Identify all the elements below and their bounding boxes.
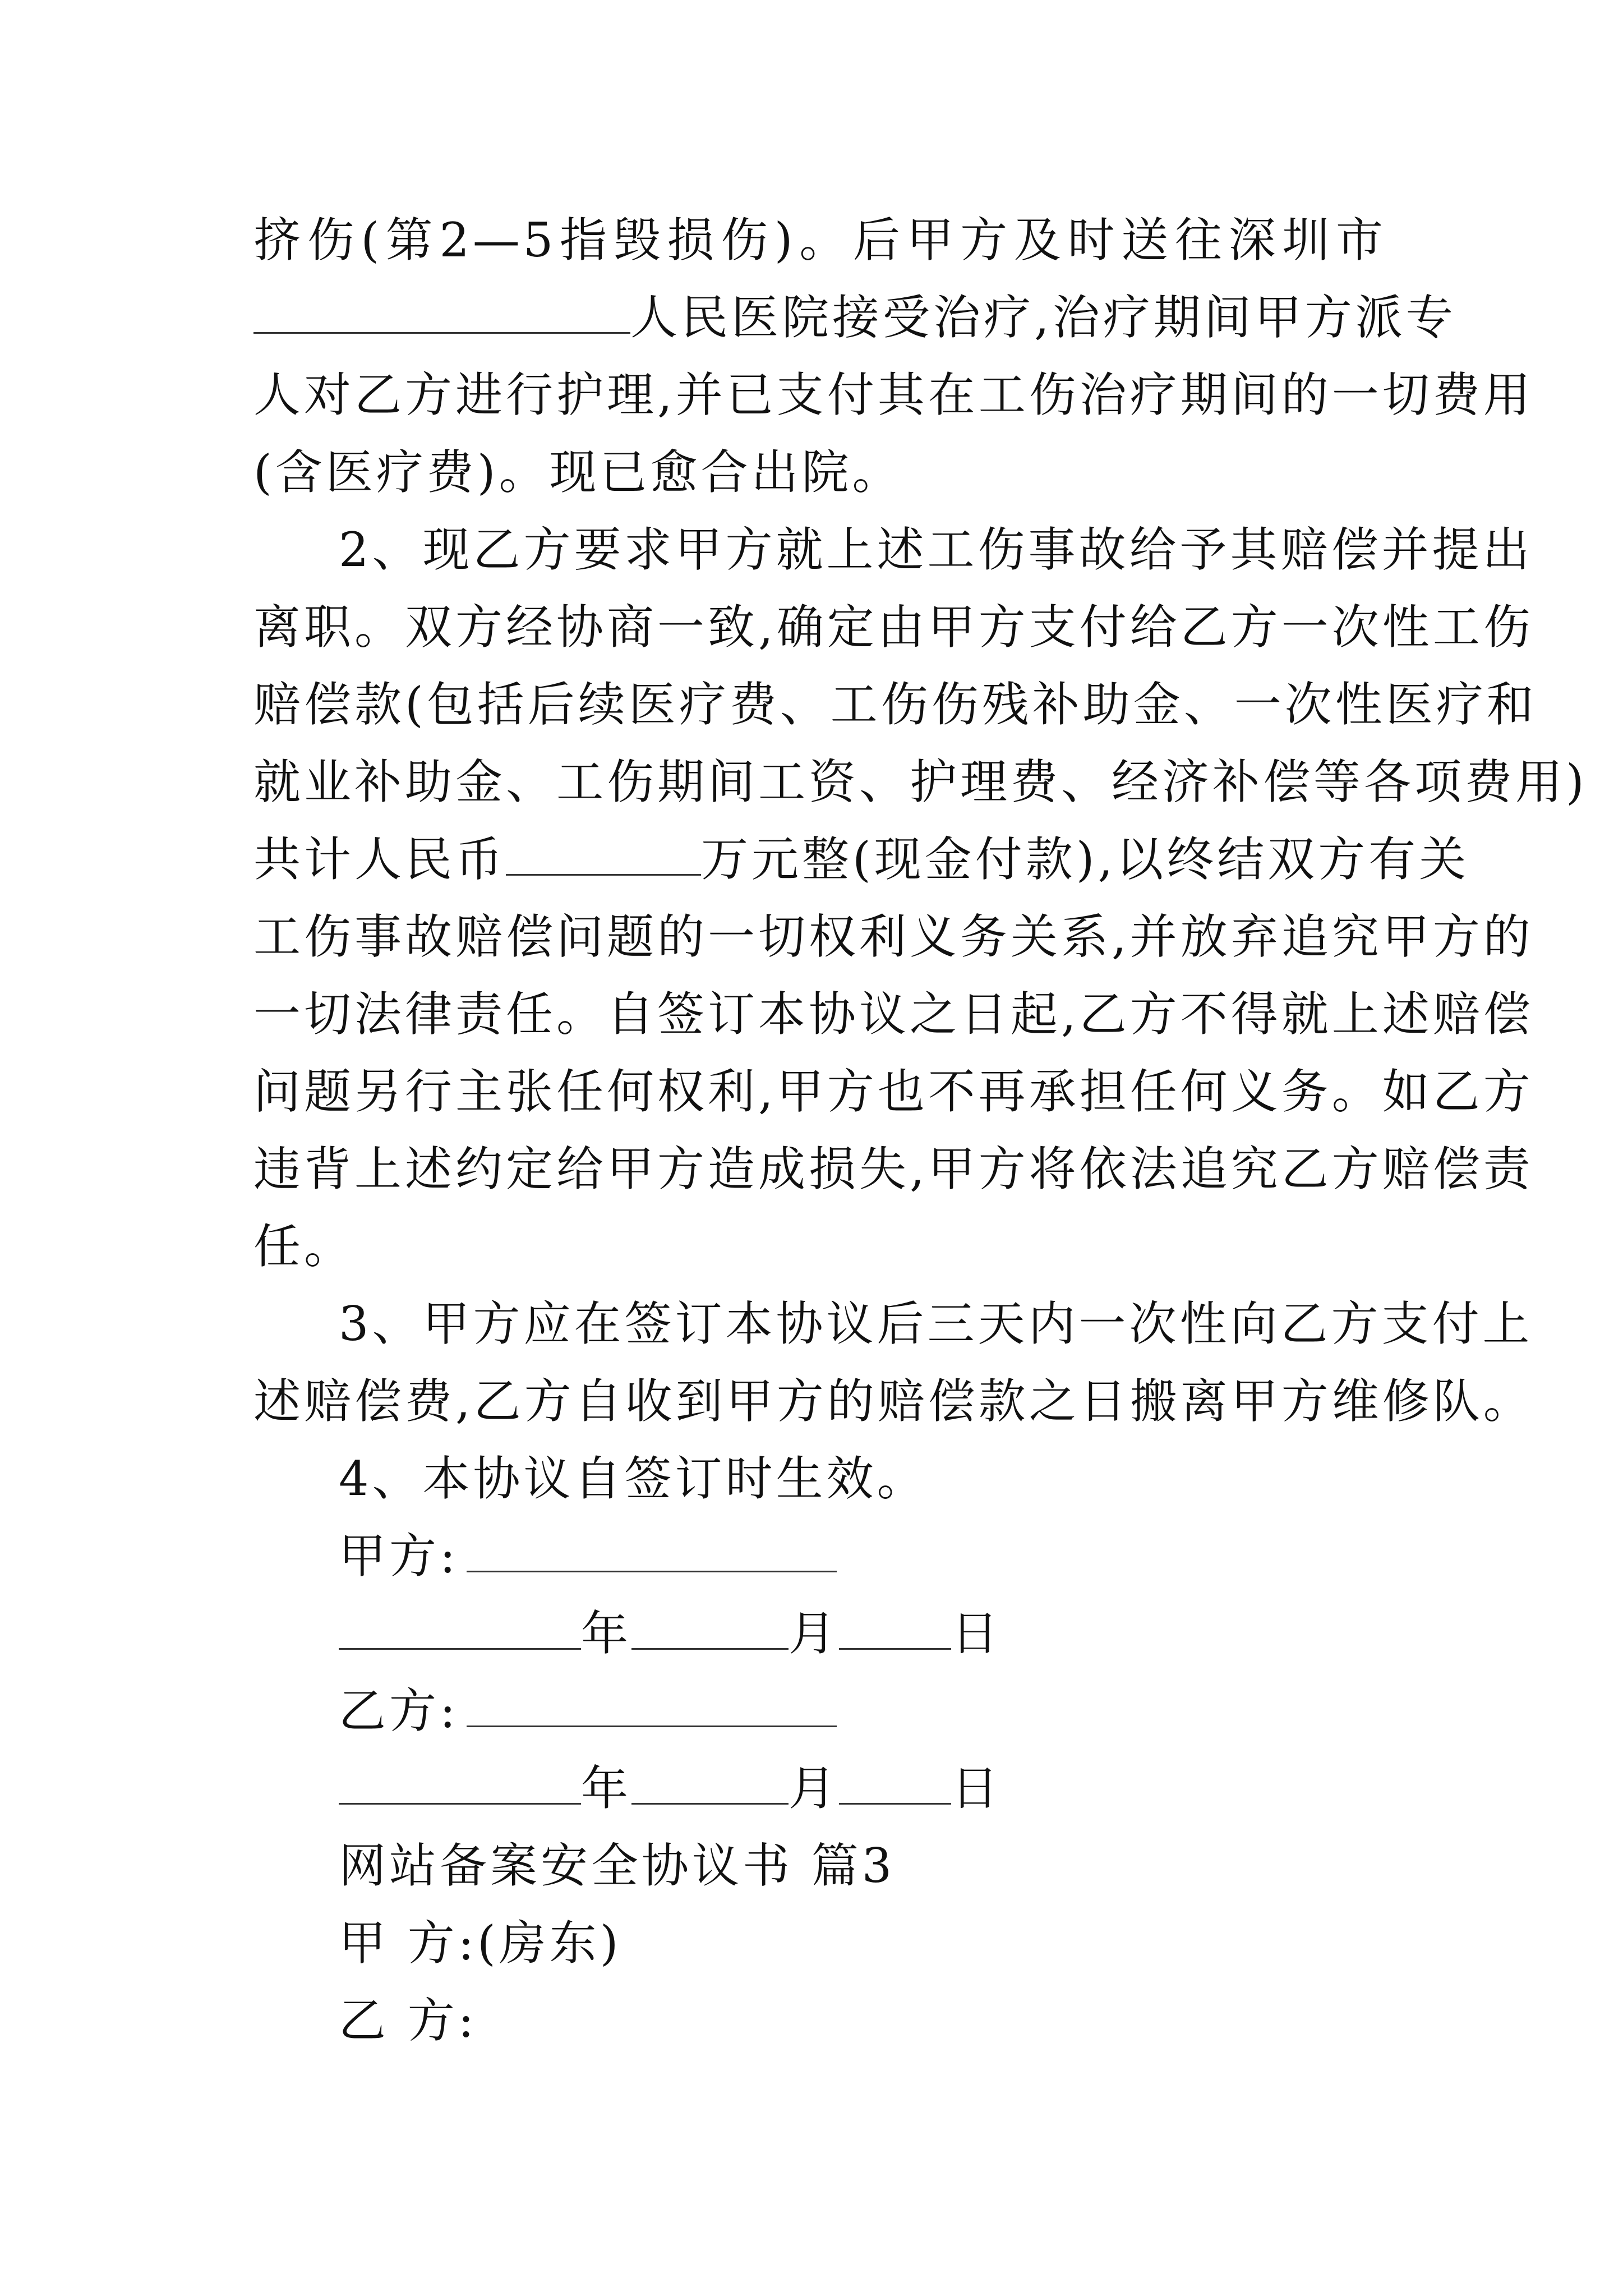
paragraph-2-line-2: 离职。双方经协商一致,确定由甲方支付给乙方一次性工伤: [253, 600, 1534, 655]
paragraph-2-line-10: 任。: [253, 1219, 355, 1274]
party-b-day-blank: [839, 1756, 951, 1805]
party-a-signature-line: [339, 1517, 1386, 1595]
party-b-signature-line: [339, 1672, 1386, 1750]
party-a-month-label: 月: [789, 1606, 840, 1661]
paragraph-1-line-2-text: 人民医院接受治疗,治疗期间甲方派专: [630, 290, 1456, 345]
hospital-name-blank: [253, 285, 630, 334]
party-b-month-label: 月: [789, 1761, 840, 1816]
party-a-label: 甲方:: [339, 1529, 459, 1584]
party-b-year-blank: [339, 1756, 581, 1805]
amount-suffix: 万元整(现金付款),以终结双方有关: [701, 832, 1470, 887]
paragraph-1-line-1: 挤伤(第2—5指毁损伤)。后甲方及时送往深圳市: [253, 213, 1386, 268]
party-b-signature-blank: [467, 1678, 837, 1727]
section-3-party-a: 甲 方:(房东): [339, 1916, 622, 1971]
party-b-year-label: 年: [581, 1761, 632, 1816]
party-a-day-blank: [839, 1601, 951, 1650]
paragraph-2-line-8: 问题另行主张任何权利,甲方也不再承担任何义务。如乙方: [253, 1064, 1534, 1119]
paragraph-3-line-2: 述赔偿费,乙方自收到甲方的赔偿款之日搬离甲方维修队。: [253, 1374, 1534, 1429]
party-a-year-label: 年: [581, 1606, 632, 1661]
paragraph-1-line-4: (含医疗费)。现已愈合出院。: [253, 445, 903, 500]
party-a-day-label: 日: [951, 1606, 1002, 1661]
party-b-label: 乙方:: [339, 1683, 459, 1738]
amount-prefix: 共计人民币: [253, 832, 506, 887]
paragraph-2-line-4: 就业补助金、工伤期间工资、护理费、经济补偿等各项费用): [253, 754, 1588, 809]
party-a-year-blank: [339, 1601, 581, 1650]
paragraph-2-line-7: 一切法律责任。自签订本协议之日起,乙方不得就上述赔偿: [253, 987, 1534, 1042]
party-a-month-blank: [631, 1601, 789, 1650]
paragraph-1-line-2: [253, 278, 1456, 357]
paragraph-2-line-6: 工伤事故赔偿问题的一切权利义务关系,并放弃追究甲方的: [253, 909, 1534, 964]
paragraph-2-line-3: 赔偿款(包括后续医疗费、工伤伤残补助金、一次性医疗和: [253, 677, 1537, 732]
paragraph-3-line-1: 3、甲方应在签订本协议后三天内一次性向乙方支付上: [339, 1296, 1533, 1351]
paragraph-2-line-5: [253, 820, 1470, 899]
party-b-day-label: 日: [951, 1761, 1002, 1816]
section-3-title: 网站备案安全协议书 篇3: [339, 1838, 896, 1893]
party-b-month-blank: [631, 1756, 789, 1805]
paragraph-2-line-9: 违背上述约定给甲方造成损失,甲方将依法追究乙方赔偿责: [253, 1142, 1534, 1197]
paragraph-1-line-3: 人对乙方进行护理,并已支付其在工伤治疗期间的一切费用: [253, 367, 1534, 422]
paragraph-4-line-1: 4、本协议自签订时生效。: [339, 1451, 928, 1506]
party-a-signature-blank: [467, 1524, 837, 1572]
party-a-date-line: [339, 1594, 1386, 1673]
amount-blank: [506, 827, 701, 876]
party-b-date-line: [339, 1749, 1386, 1828]
section-3-party-b: 乙 方:: [339, 1993, 478, 2048]
paragraph-2-line-1: 2、现乙方要求甲方就上述工伤事故给予其赔偿并提出: [339, 522, 1533, 577]
